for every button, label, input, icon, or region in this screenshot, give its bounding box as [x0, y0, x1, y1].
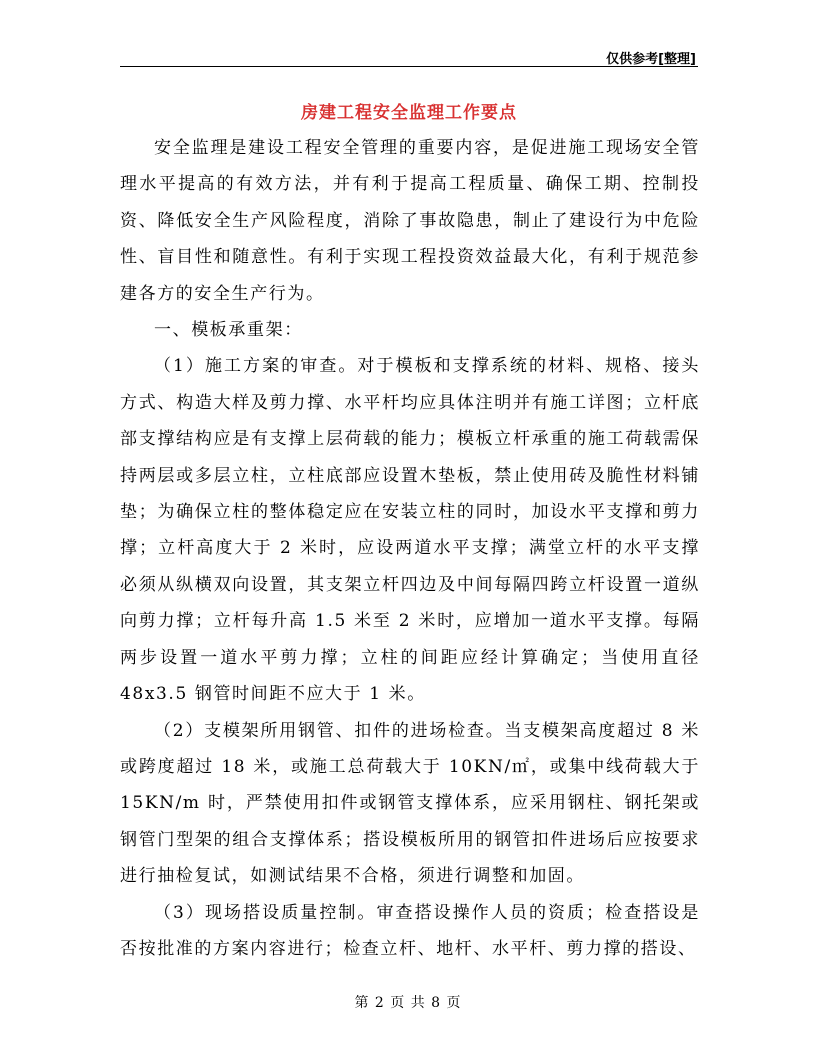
page-number: 第 2 页 共 8 页: [354, 995, 462, 1011]
header-divider: [120, 66, 698, 67]
header-label: 仅供参考[整理]: [606, 52, 696, 67]
paragraph-intro: 安全监理是建设工程安全管理的重要内容，是促进施工现场安全管理水平提高的有效方法，并有利于提高工程质量、确保工期、控制投资、降低安全生产风险程度，消除了事故隐患，制止了建设行为中危险性、盲目性和随意性。有利于实现工程投资效益最大化，有利于规范参建各方的安全生产行为。: [120, 138, 700, 304]
paragraph-item-2: （2）支模架所用钢管、扣件的进场检查。当支模架高度超过 8 米或跨度超过 18 米，或施工总荷载大于 10KN/㎡，或集中线荷载大于 15KN/m 时，严禁使用扣件或钢管支撑体系，应采用钢柱、钢托架或钢管门型架的组合支撑体系；搭设模板所用的钢管扣件进场后应按要求进行抽检复试，如测试结果不合格，须进行调整和加固。: [120, 720, 700, 887]
paragraph-item-1: （1）施工方案的审查。对于模板和支撑系统的材料、规格、接头方式、构造大样及剪力撑、水平杆均应具体注明并有施工详图；立杆底部支撑结构应是有支撑上层荷载的能力；模板立杆承重的施工荷载需保持两层或多层立柱，立柱底部应设置木垫板，禁止使用砖及脆性材料铺垫；为确保立柱的整体稳定应在安装立柱的同时，加设水平支撑和剪力撑；立杆高度大于 2 米时，应设两道水平支撑；满堂立杆的水平支撑必须从纵横双向设置，其支架立杆四边及中间每隔四跨立杆设置一道纵向剪力撑；立杆每升高 1.5 米至 2 米时，应增加一道水平支撑。每隔两步设置一道水平剪力撑；立柱的间距应经计算确定；当使用直径 48x3.5 钢管时间距不应大于 1 米。: [120, 356, 700, 705]
document-title: 房建工程安全监理工作要点: [301, 103, 517, 123]
document-body: [120, 130, 700, 967]
paragraph-item-3: （3）现场搭设质量控制。审查搭设操作人员的资质；检查搭设是否按批准的方案内容进行；检查立杆、地杆、水平杆、剪力撑的搭设、: [120, 902, 700, 959]
section-heading: 一、模板承重架：: [154, 320, 303, 341]
